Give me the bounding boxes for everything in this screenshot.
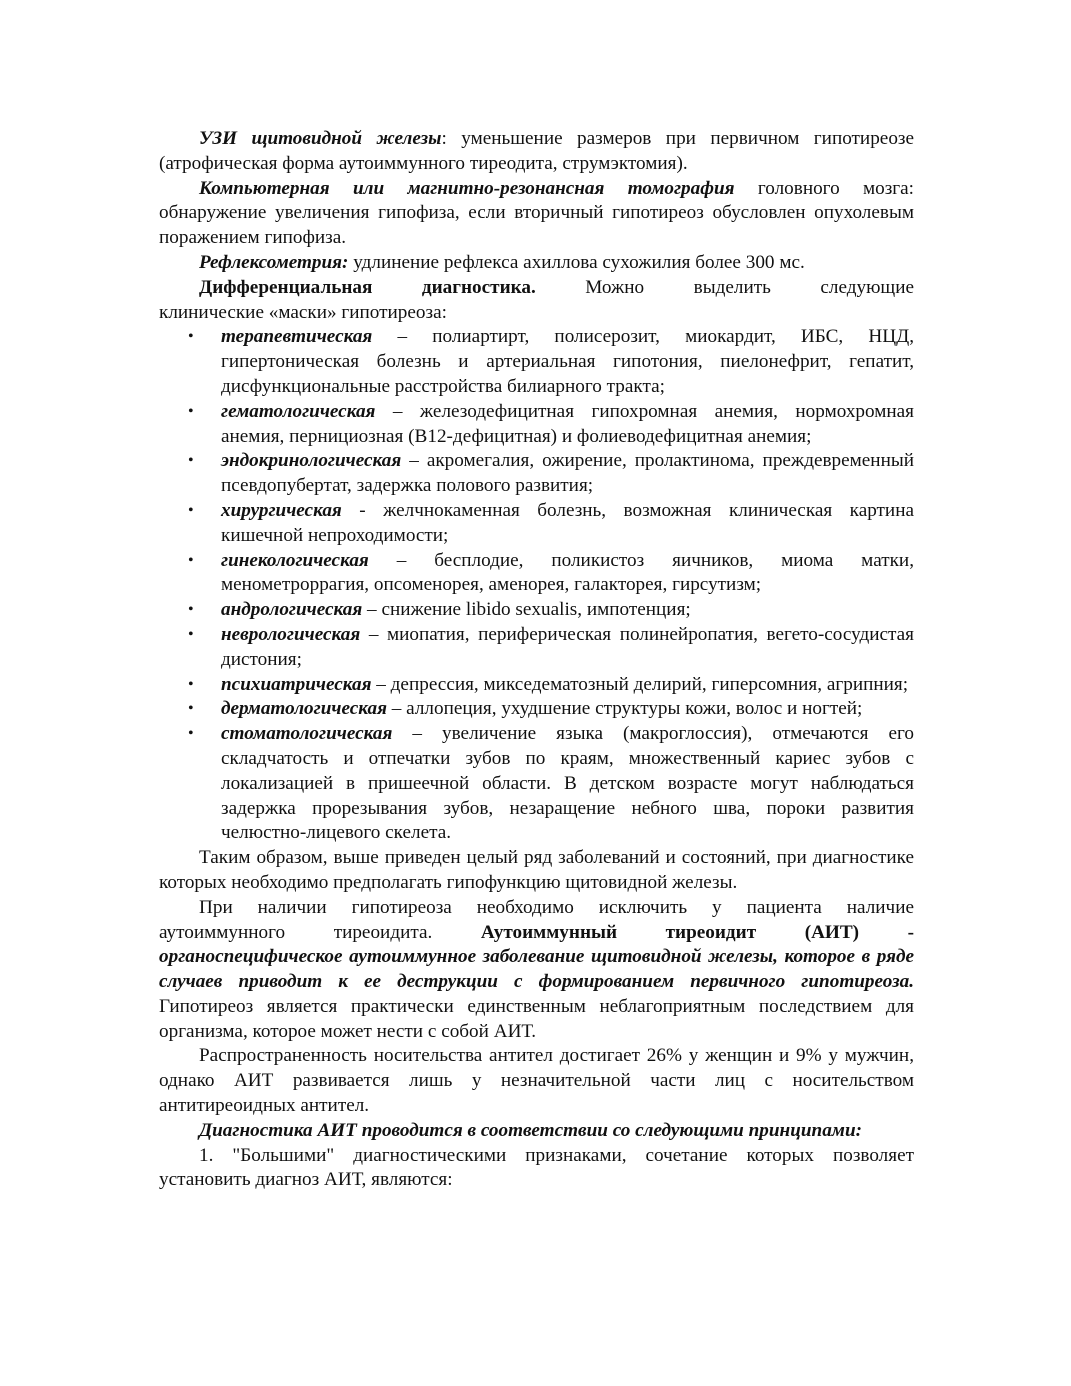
term-uzi: УЗИ щитовидной железы [199, 128, 442, 149]
paragraph-major-criteria: 1. "Большими" диагностическими признаками, сочетание которых позволяет установить диагноз АИТ, являются: [159, 1144, 914, 1191]
paragraph-uzi [159, 127, 914, 177]
mask-term: гинекологическая [221, 549, 369, 571]
term-tomography: Компьютерная или магнитно-резонансная томография [199, 177, 735, 199]
diff-diagnostics-continuation: клинические «маски» гипотиреоза: [159, 301, 447, 323]
mask-description: – железодефицитная гипохромная анемия, нормохромная анемия, пернициозная (В12-дефицитная) и фолиеводефицитная анемия; [221, 400, 914, 447]
bullet-icon: • [188, 725, 194, 743]
bullet-icon: • [188, 452, 194, 470]
mask-description: - желчнокаменная болезнь, возможная клиническая картина кишечной непроходимости; [221, 499, 914, 546]
mask-description: – миопатия, периферическая полинейропатия, вегето-сосудистая дистония; [221, 623, 914, 670]
bullet-icon: • [188, 675, 194, 693]
ait-line-2 [159, 921, 914, 946]
document-body [159, 127, 914, 1193]
ait-word-3: Аутоиммунный [480, 921, 618, 943]
bullet-icon: • [188, 501, 194, 519]
mask-list-item [159, 623, 914, 673]
mask-list-item [159, 325, 914, 399]
paragraph-summary: Таким образом, выше приведен целый ряд заболеваний и состояний, при диагностике которых необходимо предполагать гипофункцию щитовидной железы. [159, 847, 914, 893]
ait-tail: Гипотиреоз является практически единственным неблагоприятным последствием для организма, которое может нести с собой АИТ. [159, 995, 914, 1042]
mask-term: дерматологическая [221, 698, 387, 720]
paragraph-diagnostics-principles: Диагностика АИТ проводится в соответствии со следующими принципами: [199, 1119, 863, 1141]
mask-list-item [159, 697, 914, 722]
mask-term: гематологическая [221, 400, 376, 422]
diff-word-1: Дифференциальная [199, 276, 373, 298]
text-reflexometry: удлинение рефлекса ахиллова сухожилия более 300 мс. [348, 251, 805, 273]
mask-term: хирургическая [221, 499, 342, 521]
mask-term: стоматологическая [221, 723, 393, 745]
paragraph-prevalence: Распространенность носительства антител достигает 26% у женщин и 9% у мужчин, однако АИТ развивается лишь у незначительной части лиц с носительством антитиреоидных антител. [159, 1045, 914, 1117]
mask-description: – полиартирт, полисерозит, миокардит, ИБС, НЦД, гипертоническая болезнь и артериальная гипотония, пиелонефрит, гепатит, дисфункциональные расстройства билиарного тракта; [221, 326, 914, 397]
mask-description: – депрессия, микседематозный делирий, гиперсомния, агрипния; [371, 673, 909, 695]
mask-description: – акромегалия, ожирение, пролактинома, преждевременный псевдопубертат, задержка полового развития; [221, 450, 914, 497]
ait-word-5: (АИТ) [804, 921, 860, 943]
diff-word-2: диагностика. [421, 276, 536, 298]
mask-description: – бесплодие, поликистоз яичников, миома матки, менометроррагия, опсоменорея, аменорея, галакторея, гирсутизм; [221, 549, 914, 596]
bullet-icon: • [188, 601, 194, 619]
mask-term: эндокринологическая [221, 450, 402, 472]
ait-lead-text: При наличии гипотиреоза необходимо исключить у пациента наличие [199, 896, 914, 918]
diff-word-5: следующие [820, 276, 914, 298]
mask-list-item [159, 549, 914, 599]
bullet-icon: • [188, 328, 194, 346]
paragraph-reflexometry [159, 251, 914, 276]
ait-word-4: тиреоидит [665, 921, 757, 943]
diff-word-4: выделить [693, 276, 771, 298]
ait-word-6: - [907, 921, 914, 943]
diff-diagnostics-heading-line [159, 276, 914, 301]
mask-list-item [159, 722, 914, 846]
ait-definition: органоспецифическое аутоиммунное заболевание щитовидной железы, которое в ряде случаев приводит к ее деструкции с формированием первичного гипотиреоза. [159, 946, 914, 993]
ait-definition-paragraph [159, 945, 914, 1044]
paragraph-tomography [159, 177, 914, 251]
mask-list-item [159, 449, 914, 499]
mask-term: психиатрическая [221, 673, 372, 695]
bullet-icon: • [188, 625, 194, 643]
mask-term: терапевтическая [221, 326, 373, 348]
term-reflexometry: Рефлексометрия: [199, 251, 349, 273]
mask-description: – увеличение языка (макроглоссия), отмечаются его складчатость и отпечатки зубов по краям, множественный кариес зубов с локализацией в пришеечной области. В детском возрасте могут наблюдаться задержка прорезывания зубов, незаращение небного шва, пороки развития челюстно-лицевого скелета. [221, 723, 914, 844]
mask-term: неврологическая [221, 623, 361, 645]
mask-description: – аллопеция, ухудшение структуры кожи, волос и ногтей; [386, 698, 863, 720]
text-tomography: головного мозга: обнаружение увеличения гипофиза, если вторичный гипотиреоз обусловлен опухолевым поражением гипофиза. [159, 177, 915, 249]
diff-word-3: Можно [585, 276, 645, 298]
bullet-icon: • [188, 551, 194, 569]
ait-word-1: аутоиммунного [159, 921, 286, 943]
mask-description: – снижение libido sexualis, импотенция; [362, 599, 691, 621]
clinical-masks-list [159, 325, 914, 846]
bullet-icon: • [188, 402, 194, 420]
ait-lead-line [159, 896, 914, 921]
bullet-icon: • [188, 700, 194, 718]
mask-list-item [159, 400, 914, 450]
mask-list-item [159, 598, 914, 623]
text-uzi: : уменьшение размеров при первичном гипотиреозе (атрофическая форма аутоиммунного тиреодита, струмэктомия). [159, 128, 915, 174]
mask-list-item [159, 499, 914, 549]
ait-word-2: тиреоидита. [333, 921, 433, 943]
mask-list-item [159, 673, 914, 698]
mask-term: андрологическая [221, 599, 363, 621]
